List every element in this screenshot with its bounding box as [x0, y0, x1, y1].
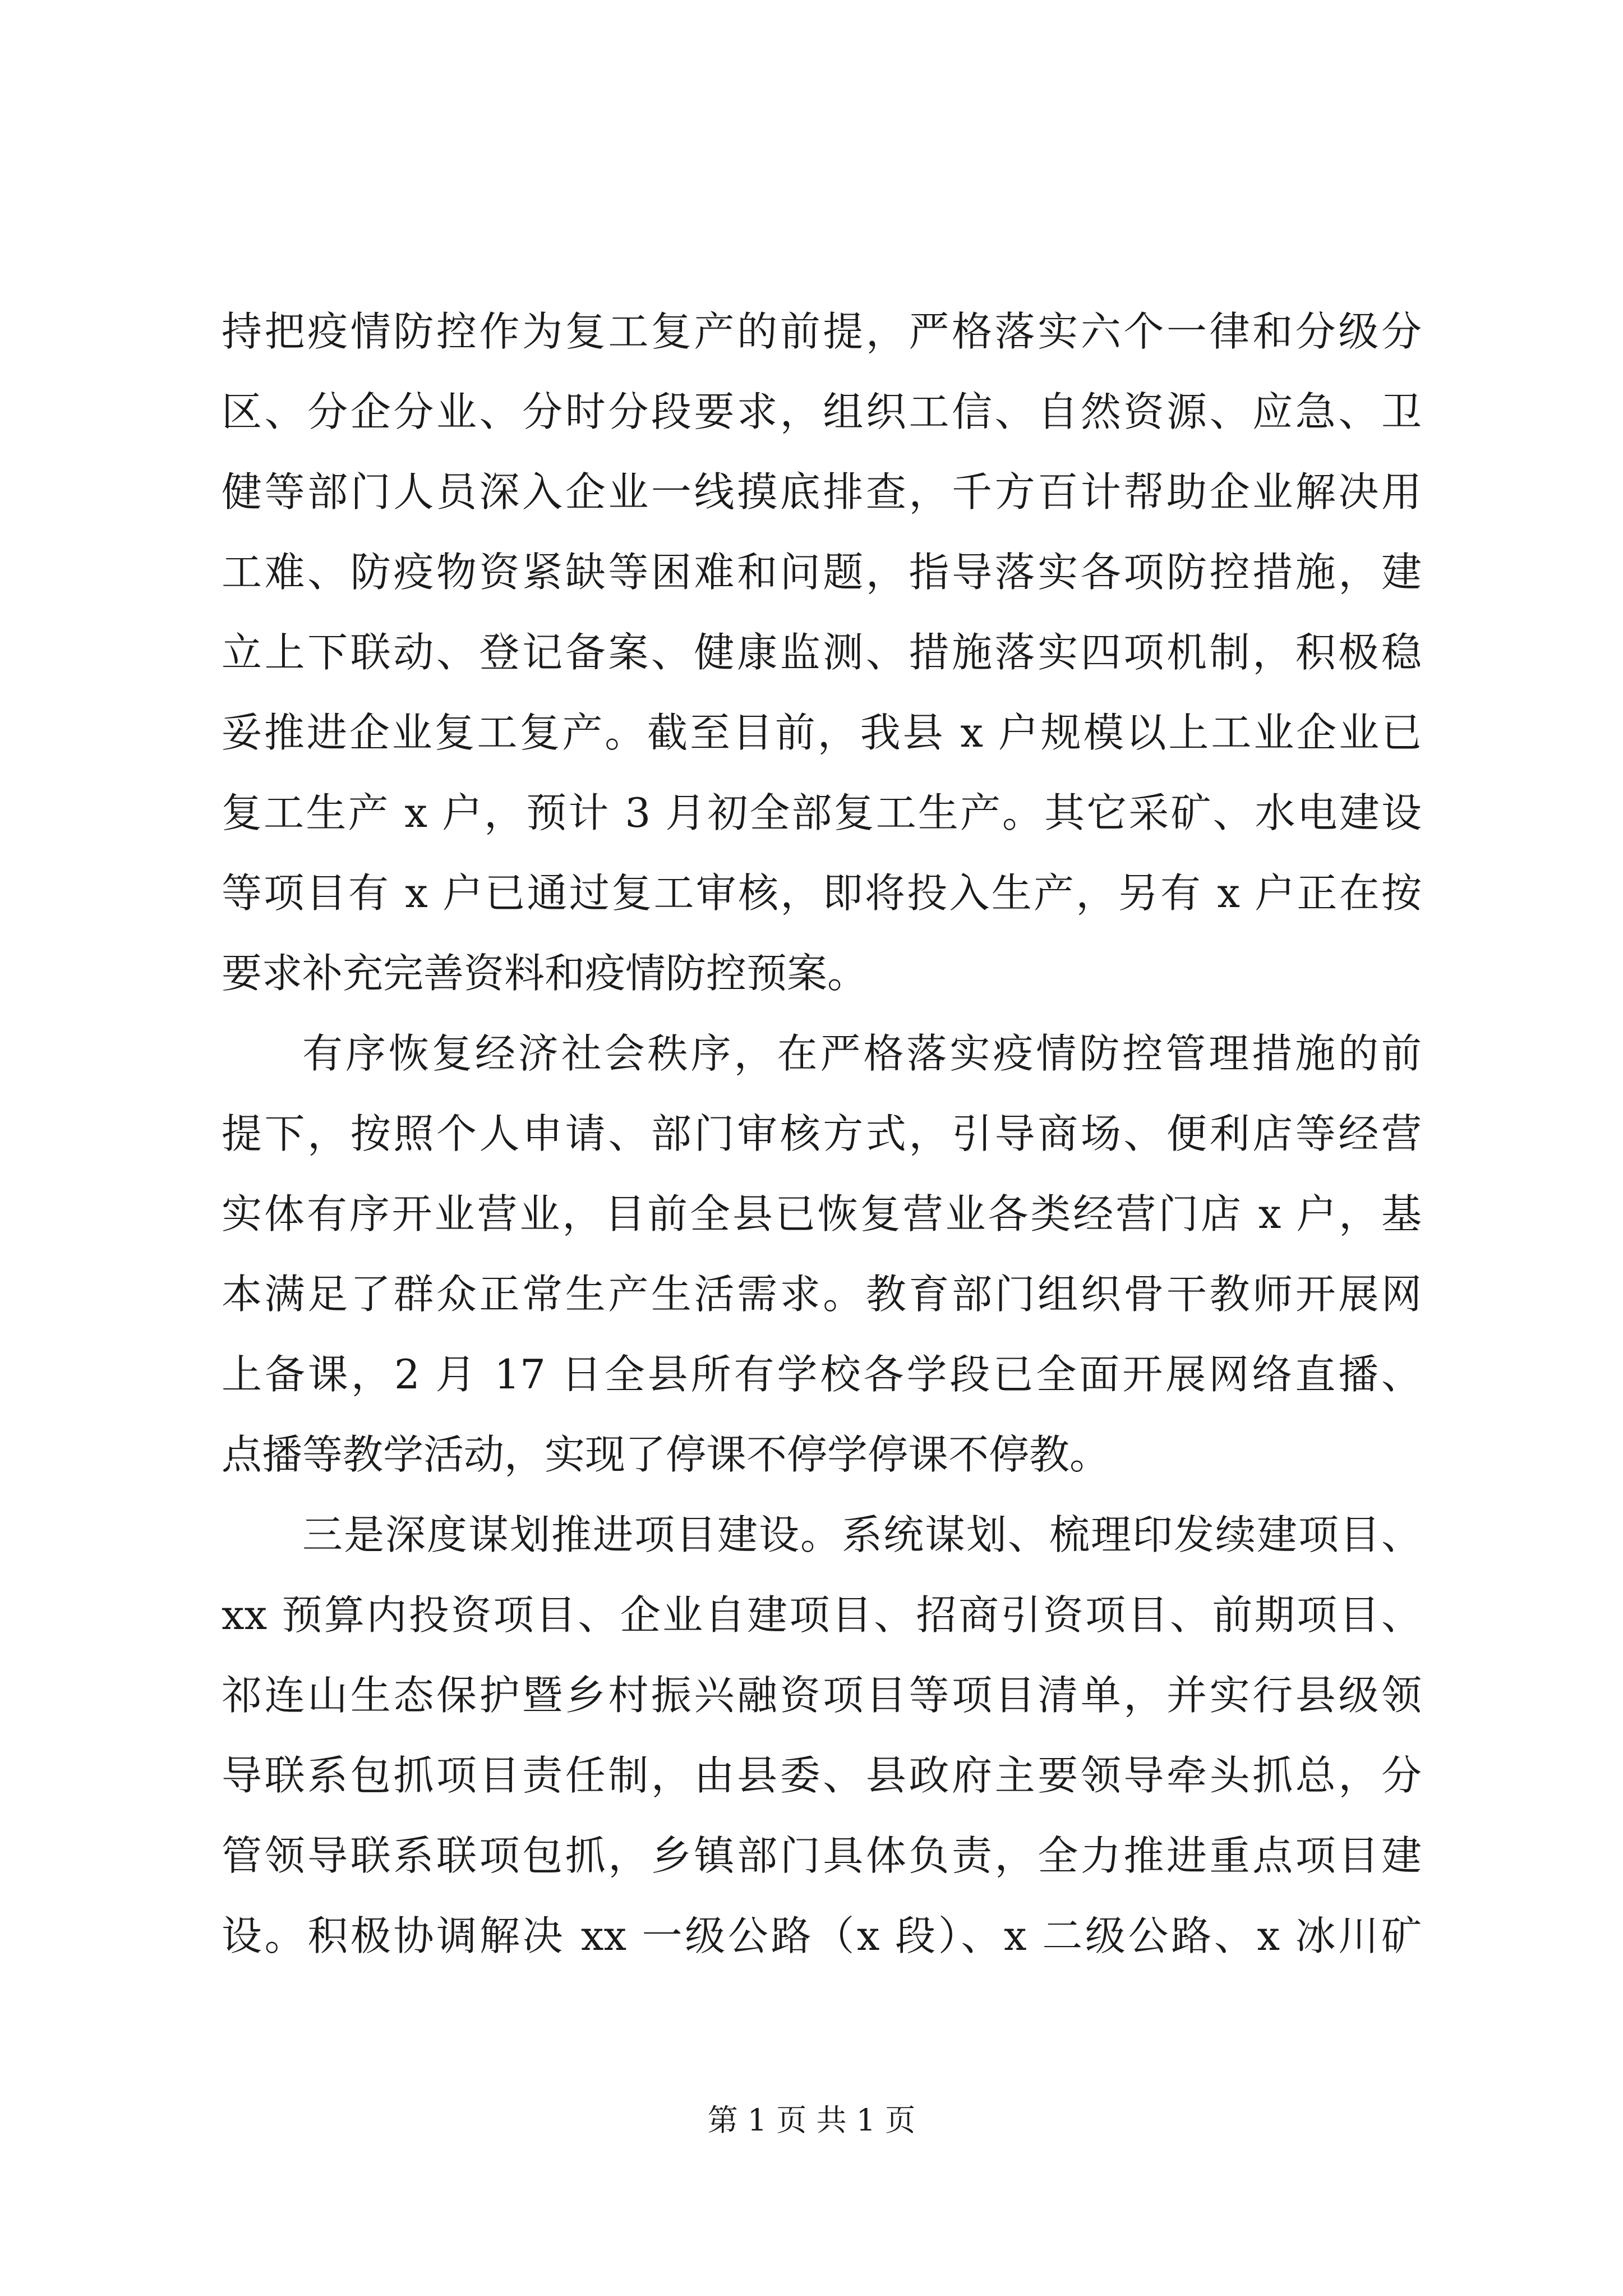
text-line: 提下，按照个人申请、部门审核方式，引导商场、便利店等经营 [222, 1110, 1422, 1157]
text-line: 上备课，2 月 17 日全县所有学校各学段已全面开展网络直播、 [222, 1351, 1422, 1398]
text-line: 工难、防疫物资紧缺等困难和问题，指导落实各项防控措施，建 [222, 549, 1422, 596]
document-body [222, 292, 1422, 1976]
text-line: xx 预算内投资项目、企业自建项目、招商引资项目、前期项目、 [222, 1591, 1422, 1639]
text-line: 管领导联系联项包抓，乡镇部门具体负责，全力推进重点项目建 [222, 1832, 1422, 1879]
text-line: 导联系包抓项目责任制，由县委、县政府主要领导牵头抓总，分 [222, 1752, 1422, 1799]
text-line: 等项目有 x 户已通过复工审核，即将投入生产，另有 x 户正在按 [222, 869, 1422, 917]
paragraph [222, 292, 1422, 1014]
text-line: 区、分企分业、分时分段要求，组织工信、自然资源、应急、卫 [222, 388, 1422, 435]
text-line: 三是深度谋划推进项目建设。系统谋划、梳理印发续建项目、 [302, 1511, 1422, 1558]
text-line: 本满足了群众正常生产生活需求。教育部门组织骨干教师开展网 [222, 1271, 1422, 1318]
text-line: 健等部门人员深入企业一线摸底排查，千方百计帮助企业解决用 [222, 468, 1422, 516]
text-line: 复工生产 x 户，预计 3 月初全部复工生产。其它采矿、水电建设 [222, 789, 1422, 836]
text-line: 要求补充完善资料和疫情防控预案。 [222, 950, 868, 997]
paragraph [222, 1495, 1422, 1976]
paragraph [222, 1014, 1422, 1495]
text-line: 设。积极协调解决 xx 一级公路（x 段）、x 二级公路、x 冰川矿 [222, 1912, 1422, 1959]
text-line: 祁连山生态保护暨乡村振兴融资项目等项目清单，并实行县级领 [222, 1672, 1422, 1719]
text-line: 持把疫情防控作为复工复产的前提，严格落实六个一律和分级分 [222, 308, 1422, 355]
page-footer: 第 1 页 共 1 页 [707, 2102, 916, 2138]
text-line: 妥推进企业复工复产。截至目前，我县 x 户规模以上工业企业已 [222, 709, 1422, 756]
text-line: 立上下联动、登记备案、健康监测、措施落实四项机制，积极稳 [222, 629, 1422, 676]
text-line: 实体有序开业营业，目前全县已恢复营业各类经营门店 x 户，基 [222, 1190, 1422, 1237]
text-line: 点播等教学活动，实现了停课不停学停课不停教。 [222, 1431, 1110, 1478]
text-line: 有序恢复经济社会秩序，在严格落实疫情防控管理措施的前 [302, 1030, 1422, 1077]
